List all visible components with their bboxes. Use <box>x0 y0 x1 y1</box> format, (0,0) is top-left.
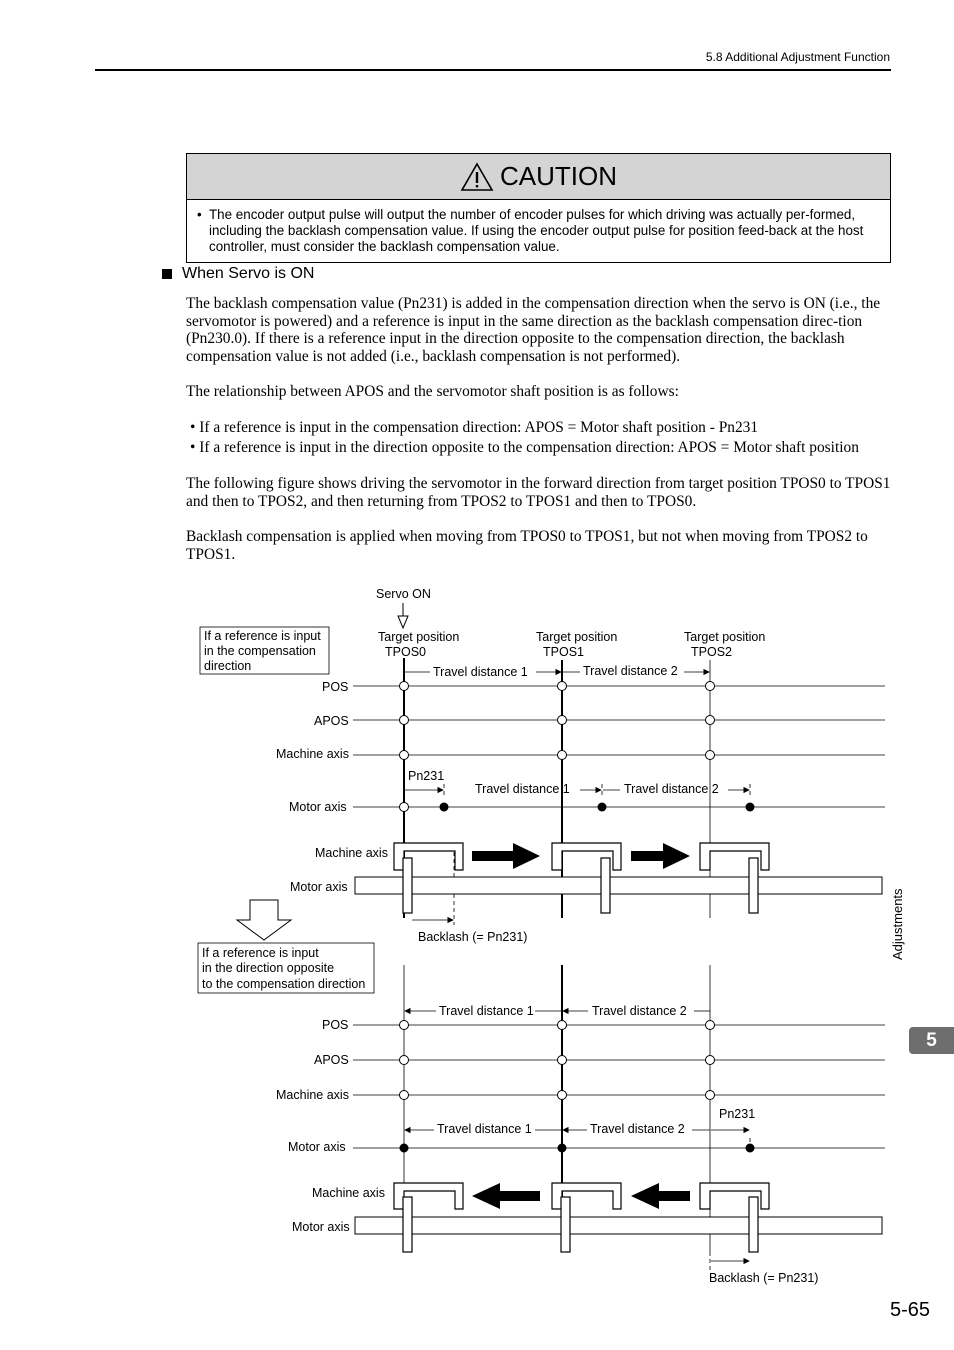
apos-label-top: APOS <box>314 714 349 728</box>
apos-label-bottom: APOS <box>314 1053 349 1067</box>
chapter-tab: 5 <box>909 1027 954 1054</box>
bullet-2: • If a reference is input in the direction opposite to the compensation direction: APOS = Motor shaft position <box>190 439 859 456</box>
pn231-label-bottom: Pn231 <box>719 1107 756 1121</box>
section-title: When Servo is ON <box>182 265 315 282</box>
paragraph-1: The backlash compensation value (Pn231) is added in the compensation direction when the servo is ON (i.e., the servomotor is powered) and a reference is input in the same direction as the backlash compensation direc-tion (Pn230.0). If there is a reference input in the direction opposite to the compensation direction, the backlash compensation value is not added (i.e., backlash compensation is not performed). <box>186 295 881 365</box>
caution-text: The encoder output pulse will output the number of encoder pulses for which driving was actually per-formed, including the backlash compensation value. If using the encoder output pulse for position feed-back at the host controller, must consider the backlash compensation value. <box>209 207 864 254</box>
paragraph-3: The following figure shows driving the servomotor in the forward direction from target position TPOS0 to TPOS1 and then to TPOS2, and then returning from TPOS2 to TPOS1 and then to TPOS0. <box>186 475 891 510</box>
motor-axis-bar-top <box>355 877 882 894</box>
motor-axis-label-bottom: Motor axis <box>288 1140 346 1154</box>
servo-on-label: Servo ON <box>376 587 431 601</box>
travel-distance-1-label-bottom: Travel distance 1 <box>439 1004 534 1018</box>
pos-label-bottom: POS <box>322 1018 349 1032</box>
box-bottom-line-3: to the compensation direction <box>202 977 366 991</box>
servo-on-arrow-icon <box>398 616 408 628</box>
down-arrow-icon <box>237 900 291 940</box>
motor-axis-mech-label-bottom: Motor axis <box>292 1220 350 1234</box>
motor-axis-bar-bottom <box>355 1217 882 1234</box>
page-number: 5-65 <box>889 1299 930 1321</box>
box-top-line-2: in the compensation <box>204 644 316 658</box>
target-position-label-2: Target position <box>684 630 766 644</box>
travel-distance-1-label: Travel distance 1 <box>433 665 528 679</box>
travel-distance-2-label: Travel distance 2 <box>583 664 678 678</box>
backlash-label-bottom: Backlash (= Pn231) <box>709 1271 819 1285</box>
paragraph-2: The relationship between APOS and the servomotor shaft position is as follows: <box>186 383 679 400</box>
backlash-label-top: Backlash (= Pn231) <box>418 930 528 944</box>
machine-axis-mech-label-top: Machine axis <box>315 846 388 860</box>
box-top-line-1: If a reference is input <box>204 629 321 643</box>
running-header: 5.8 Additional Adjustment Function <box>705 50 890 64</box>
caution-title: CAUTION <box>500 161 617 191</box>
pos-label-top: POS <box>322 680 349 694</box>
pn231-label-top: Pn231 <box>408 769 445 783</box>
box-bottom-line-2: in the direction opposite <box>202 961 335 975</box>
travel-distance-1-motor-label-bottom: Travel distance 1 <box>437 1122 532 1136</box>
paragraph-4: Backlash compensation is applied when moving from TPOS0 to TPOS1, but not when moving from TPOS2 to TPOS1. <box>186 528 868 563</box>
tpos2-label: TPOS2 <box>691 645 732 659</box>
motor-axis-label-top: Motor axis <box>289 800 347 814</box>
bullet-dot: • <box>197 207 202 222</box>
motor-axis-mech-label-top: Motor axis <box>290 880 348 894</box>
bullet-1: • If a reference is input in the compensation direction: APOS = Motor shaft position - Pn231 <box>190 419 759 436</box>
machine-axis-label-top: Machine axis <box>276 747 349 761</box>
machine-axis-label-bottom: Machine axis <box>276 1088 349 1102</box>
travel-distance-1-motor-label: Travel distance 1 <box>475 782 570 796</box>
target-position-label-0: Target position <box>378 630 460 644</box>
tpos0-label: TPOS0 <box>385 645 426 659</box>
travel-distance-2-label-bottom: Travel distance 2 <box>592 1004 687 1018</box>
box-bottom-line-1: If a reference is input <box>202 946 319 960</box>
machine-axis-mech-label-bottom: Machine axis <box>312 1186 385 1200</box>
target-position-label-1: Target position <box>536 630 618 644</box>
travel-distance-2-motor-label: Travel distance 2 <box>624 782 719 796</box>
side-section-label: Adjustments <box>890 888 905 960</box>
tpos1-label: TPOS1 <box>543 645 584 659</box>
box-top-line-3: direction <box>204 659 252 673</box>
travel-distance-2-motor-label-bottom: Travel distance 2 <box>590 1122 685 1136</box>
